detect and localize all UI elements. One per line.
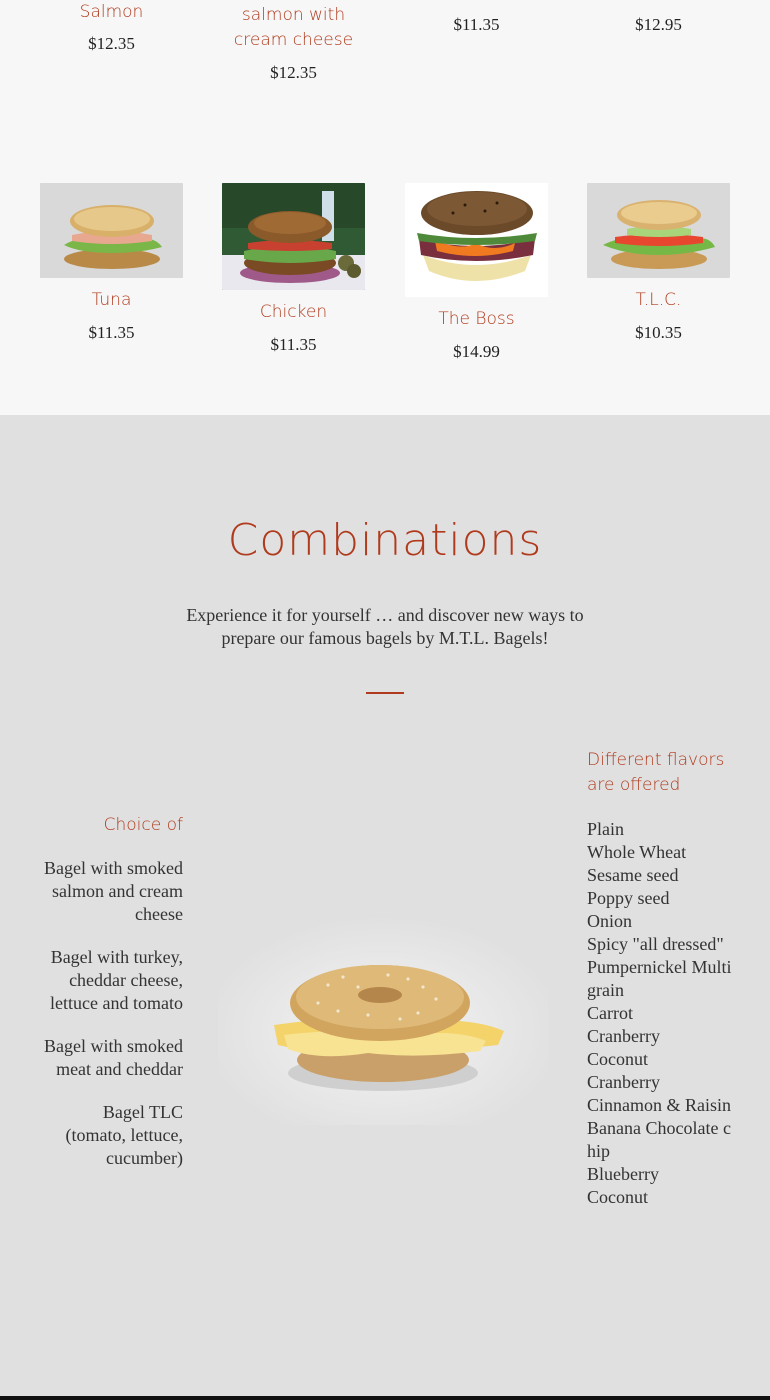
choice-list [40,813,183,1190]
flavor-item: Onion [587,911,632,931]
item-name[interactable]: Chicken [259,302,328,322]
flavor-item: Poppy seed [587,888,670,908]
menu-grid [0,0,770,415]
flavor-item: Coconut [587,1187,648,1207]
choice-item: Bagel with turkey, cheddar cheese, lettuce and tomato [50,947,183,1013]
flavor-item: Cinnamon & Raisin [587,1095,731,1115]
combinations-title: Combinations [227,515,543,566]
flavors-heading: Different flavors are offered [587,750,725,795]
menu-item-the-boss[interactable] [405,183,548,362]
flavor-item: Banana Chocolate chip [587,1118,731,1161]
item-price: $10.35 [635,323,682,342]
cheese-bagel-image [218,915,548,1125]
flavor-item: Spicy "all dressed" [587,934,724,954]
item-name[interactable]: Tuna [91,290,132,310]
menu-item-tlc[interactable] [587,183,730,343]
flavor-item: Cranberry [587,1072,660,1092]
choice-item: Bagel TLC (tomato, lettuce, cucumber) [65,1102,183,1168]
menu-item-3[interactable] [405,15,548,35]
item-price: $12.95 [635,15,682,34]
flavor-item: Plain [587,819,625,839]
combinations-section [0,415,770,1400]
bottom-border [0,1396,770,1400]
item-price: $12.35 [88,34,135,53]
item-name[interactable]: The Boss [438,309,515,329]
tlc-bagel-image[interactable] [587,183,730,278]
chicken-bagel-image[interactable] [222,183,365,290]
item-price: $14.99 [453,342,500,361]
flavor-item: Sesame seed [587,865,679,885]
flavor-item: Whole Wheat [587,842,687,862]
menu-item-salmon-cream-cheese[interactable] [222,3,365,83]
menu-item-salmon[interactable] [40,0,183,54]
menu-item-chicken[interactable] [222,183,365,355]
tuna-bagel-image[interactable] [40,183,183,278]
menu-item-tuna[interactable] [40,183,183,343]
item-price: $11.35 [453,15,500,34]
flavor-item: Carrot [587,1003,633,1023]
the-boss-bagel-image[interactable] [405,183,548,297]
item-price: $12.35 [270,63,317,82]
item-price: $11.35 [88,323,135,342]
section-divider [366,692,404,694]
item-price: $11.35 [270,335,317,354]
item-name[interactable]: Salmon [79,2,144,22]
item-name[interactable]: T.L.C. [635,290,682,310]
choice-item: Bagel with smoked meat and cheddar [44,1036,183,1079]
choice-item: Bagel with smoked salmon and cream cheese [44,858,183,924]
flavor-item: Blueberry [587,1164,659,1184]
flavor-item: Cranberry [587,1026,660,1046]
flavor-list [587,748,732,1209]
combinations-subtitle: Experience it for yourself … and discover new ways to prepare our famous bagels by M.T.L. Bagels! [186,605,584,648]
choice-heading: Choice of [103,815,183,835]
item-name[interactable]: salmon with cream cheese [233,5,354,50]
flavor-item: Pumpernickel Multigrain [587,957,732,1000]
menu-item-4[interactable] [587,15,730,35]
flavor-item: Coconut [587,1049,648,1069]
